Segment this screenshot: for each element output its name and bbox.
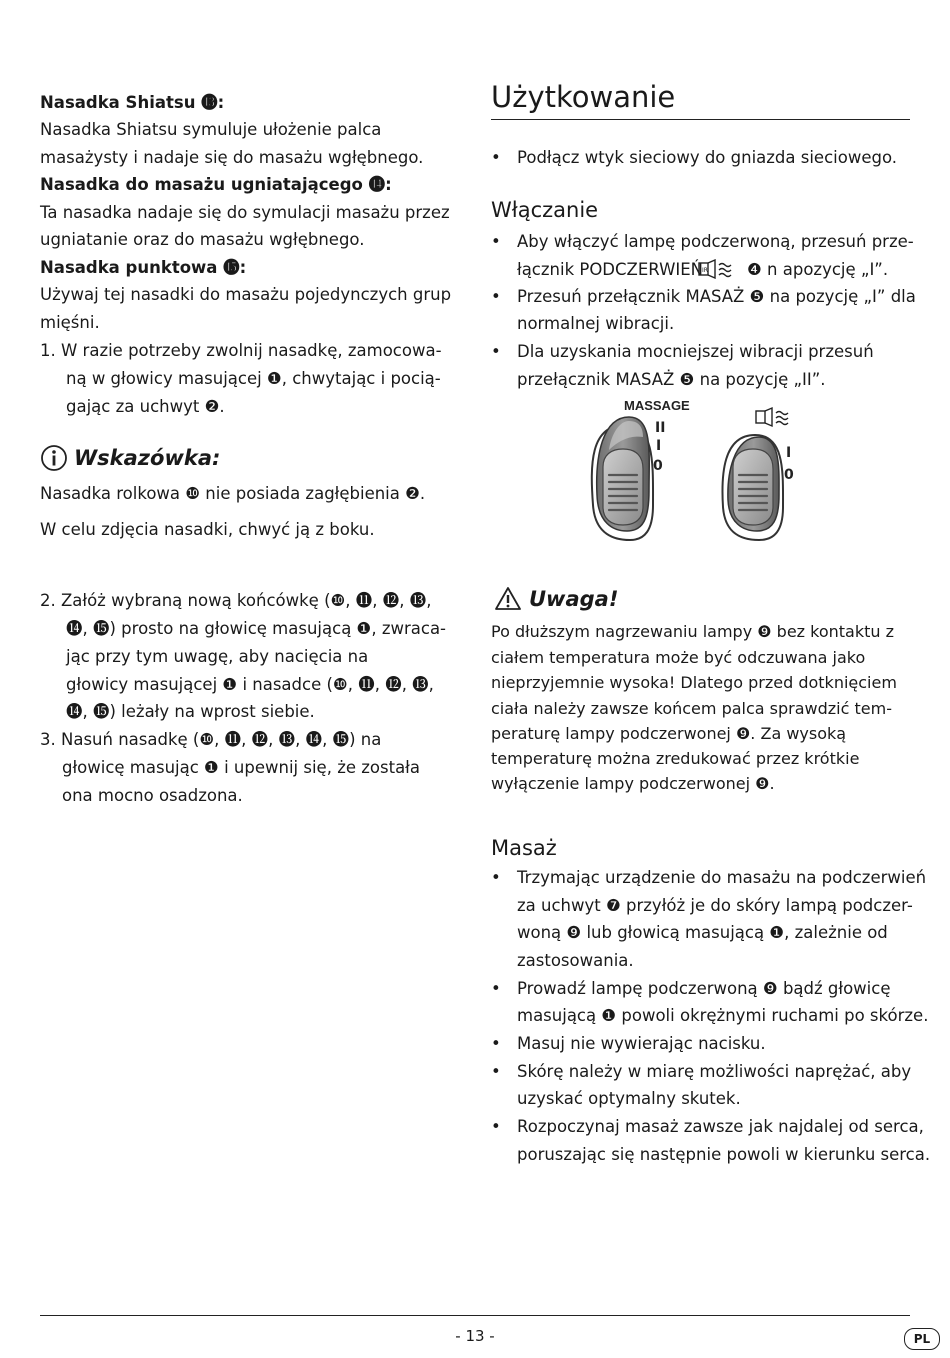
warning-text-5: peraturę lampy podczerwonej ❾. Za wysoką (491, 724, 847, 743)
page-number: - 13 - (455, 1327, 495, 1345)
list-item-text: normalnej wibracji. (517, 314, 675, 333)
bullet: • (491, 1117, 501, 1136)
massage-label: MASSAGE (624, 398, 690, 413)
step1-line-3: gając za uchwyt ❷. (66, 397, 225, 416)
bullet: • (491, 232, 501, 251)
warning-icon (494, 586, 522, 611)
bullet: • (491, 1062, 501, 1081)
infrared-level-0: 0 (784, 467, 794, 483)
shiatsu-text-2: masażysty i nadaje się do masażu wgłębnego. (40, 148, 424, 167)
footer-rule (40, 1315, 910, 1316)
massage-switch (592, 417, 653, 540)
infrared-level-1: I (786, 445, 792, 461)
point-text-2: mięśni. (40, 313, 100, 332)
massage-heading: Masaż (491, 836, 557, 860)
step2-line-4: głowicy masującej ❶ i nasadce (❿, ⓫, ⓬, ⓭, (66, 675, 434, 694)
note-title: Wskazówka: (74, 446, 221, 470)
warning-text-6: temperaturę można zredukować przez krótkie (491, 749, 860, 768)
list-item-text: Przesuń przełącznik MASAŻ ❺ na pozycję „I” dla (517, 287, 916, 306)
step3-line-1: 3. Nasuń nasadkę (❿, ⓫, ⓬, ⓭, ⓮, ⓯) na (40, 730, 382, 749)
warning-text-7: wyłączenie lampy podczerwonej ❾. (491, 774, 775, 793)
list-item-text: Podłącz wtyk sieciowy do gniazda sieciowego. (517, 148, 898, 167)
title-rule (491, 119, 910, 120)
bullet: • (491, 868, 501, 887)
list-item-text: przełącznik MASAŻ ❺ na pozycję „II”. (517, 370, 826, 389)
infrared-icon (698, 259, 736, 279)
bullet: • (491, 979, 501, 998)
list-item-text: Skórę należy w miarę możliwości naprężać, aby (517, 1062, 912, 1081)
list-item-text: woną ❾ lub głowicą masującą ❶, zależnie od (517, 923, 888, 942)
step2-line-1: 2. Załóż wybraną nową końcówkę (❿, ⓫, ⓬, ⓭, (40, 591, 432, 610)
note-text-2: W celu zdjęcia nasadki, chwyć ją z boku. (40, 520, 375, 539)
warning-text-2: ciałem temperatura może być odczuwana jako (491, 648, 866, 667)
infrared-icon (756, 408, 788, 426)
bullet: • (491, 1034, 501, 1053)
list-item-text: Aby włączyć lampę podczerwoną, przesuń prze- (517, 232, 914, 251)
list-item-text: Prowadź lampę podczerwoną ❾ bądź głowicę (517, 979, 891, 998)
list-item-text: uzyskać optymalny skutek. (517, 1089, 741, 1108)
knead-text-1: Ta nasadka nadaje się do symulacji masażu przez (40, 203, 450, 222)
warning-text-1: Po dłuższym nagrzewaniu lampy ❾ bez kontaktu z (491, 622, 895, 641)
list-item-text: poruszając się następnie powoli w kierunku serca. (517, 1145, 931, 1164)
massage-level-0: 0 (653, 458, 663, 474)
info-icon (40, 444, 68, 472)
massage-level-1: I (656, 438, 662, 454)
language-badge: PL (904, 1328, 940, 1350)
svg-text:IR: IR (702, 267, 708, 274)
step2-line-3: jąc przy tym uwagę, aby nacięcia na (66, 647, 369, 666)
bullet: • (491, 342, 501, 361)
point-heading: Nasadka punktowa ⓯: (40, 258, 247, 277)
list-item-text: zastosowania. (517, 951, 634, 970)
step2-line-2: ⓮, ⓯) prosto na głowicę masującą ❶, zwraca- (66, 619, 447, 638)
warning-text-3: nieprzyjemnie wysoka! Dlatego przed dotknięciem (491, 673, 897, 692)
step2-line-5: ⓮, ⓯) leżały na wprost siebie. (66, 702, 315, 721)
warning-title: Uwaga! (529, 587, 619, 611)
bullet: • (491, 148, 501, 167)
knead-text-2: ugniatanie oraz do masażu wgłębnego. (40, 230, 365, 249)
list-item-text: za uchwyt ❼ przyłóż je do skóry lampą podczer- (517, 896, 913, 915)
step3-line-2: głowicę masując ❶ i upewnij się, że została (62, 758, 420, 777)
list-item-text: Masuj nie wywierając nacisku. (517, 1034, 766, 1053)
step1-line-2: ną w głowicy masującej ❶, chwytając i pocią- (66, 369, 441, 388)
warning-text-4: ciała należy zawsze końcem palca sprawdzić tem- (491, 699, 892, 718)
step1-line-1: 1. W razie potrzeby zwolnij nasadkę, zamocowa- (40, 341, 442, 360)
list-item-text: Rozpoczynaj masaż zawsze jak najdalej od serca, (517, 1117, 924, 1136)
step3-line-3: ona mocno osadzona. (62, 786, 243, 805)
list-item-text: masującą ❶ powoli okrężnymi ruchami po skórze. (517, 1006, 929, 1025)
switch-illustration (585, 395, 825, 545)
bullet: • (491, 287, 501, 306)
point-text-1: Używaj tej nasadki do masażu pojedynczych grup (40, 285, 452, 304)
massage-level-2: II (655, 420, 666, 436)
switch-on-heading: Włączanie (491, 198, 599, 222)
infrared-switch (722, 435, 783, 540)
note-text-1: Nasadka rolkowa ❿ nie posiada zagłębienia ❷. (40, 484, 426, 503)
list-item-text: Dla uzyskania mocniejszej wibracji przesuń (517, 342, 874, 361)
knead-heading: Nasadka do masażu ugniatającego ⓮: (40, 175, 392, 194)
shiatsu-text-1: Nasadka Shiatsu symuluje ułożenie palca (40, 120, 382, 139)
list-item-text: Trzymając urządzenie do masażu na podczerwień (517, 868, 927, 887)
list-item-text: ❹ n apozycję „I”. (747, 260, 889, 279)
page-title: Użytkowanie (491, 80, 676, 114)
shiatsu-heading: Nasadka Shiatsu ⓭: (40, 93, 225, 112)
list-item-text: łącznik PODCZERWIEŃ (517, 260, 704, 279)
